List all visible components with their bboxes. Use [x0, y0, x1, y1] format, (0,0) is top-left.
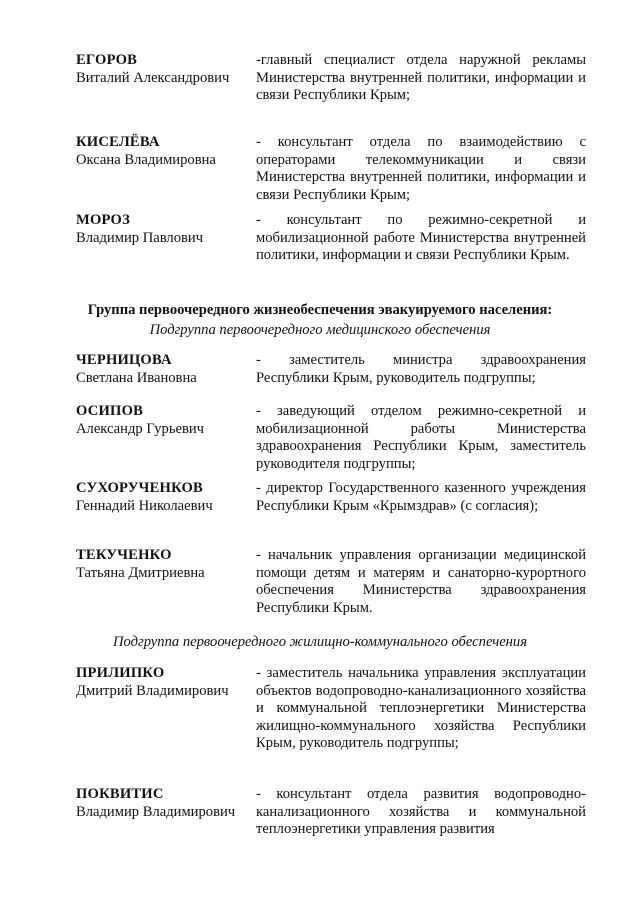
member-name	[76, 547, 254, 582]
member-description: - консультант отдела развития водопроводно-канализационного хозяйства и коммунальной теплоэнергетики управления развития	[256, 786, 586, 837]
member-description: -главный специалист отдела наружной рекламы Министерства внутренней политики, информации и связи Республики Крым;	[256, 52, 586, 103]
member-surname: ОСИПОВ	[76, 403, 144, 419]
member-given-name: Оксана Владимировна	[76, 151, 216, 168]
member-given-name: Светлана Ивановна	[76, 369, 197, 386]
member-name	[76, 212, 254, 247]
member-name	[76, 480, 254, 515]
member-given-name: Владимир Павлович	[76, 229, 204, 246]
member-given-name: Владимир Владимирович	[76, 803, 236, 820]
subgroup-heading-housing: Подгруппа первоочередного жилищно-коммунального обеспечения	[112, 634, 527, 650]
member-surname: КИСЕЛЁВА	[76, 134, 160, 150]
member-name	[76, 403, 254, 438]
member-surname: ЧЕРНИЦОВА	[76, 352, 172, 368]
member-name	[76, 352, 254, 387]
member-surname: МОРОЗ	[76, 212, 131, 228]
member-surname: ПРИЛИПКО	[76, 665, 165, 681]
member-description: - заместитель министра здравоохранения Республики Крым, руководитель подгруппы;	[256, 352, 586, 386]
member-surname: ПОКВИТИС	[76, 786, 164, 802]
member-given-name: Геннадий Николаевич	[76, 497, 213, 514]
member-description: - начальник управления организации медицинской помощи детям и матерям и санаторно-курортного обеспечения Министерства здравоохранения Республики Крым.	[256, 547, 586, 616]
member-given-name: Татьяна Дмитриевна	[76, 564, 205, 581]
member-description: - консультант по режимно-секретной и мобилизационной работе Министерства внутренней политики, информации и связи Республики Крым.	[256, 212, 586, 263]
member-given-name: Александр Гурьевич	[76, 420, 204, 437]
group-heading: Группа первоочередного жизнеобеспечения эвакуируемого населения:	[87, 302, 553, 318]
member-description: - заместитель начальника управления эксплуатации объектов водопроводно-канализационного хозяйства и коммунальной теплоэнергетики Министерства жилищно-коммунального хозяйства Республики Крым, руководитель подгруппы;	[256, 665, 586, 751]
member-name	[76, 134, 254, 169]
member-name	[76, 665, 254, 700]
member-description: - консультант отдела по взаимодействию с операторами телекоммуникации и связи Министерства внутренней политики, информации и связи Республики Крым;	[256, 134, 586, 203]
member-name	[76, 52, 254, 87]
member-surname: СУХОРУЧЕНКОВ	[76, 480, 203, 496]
member-description: - директор Государственного казенного учреждения Республики Крым «Крымздрав» (с согласия);	[256, 480, 586, 514]
member-given-name: Виталий Александрович	[76, 69, 230, 86]
member-surname: ТЕКУЧЕНКО	[76, 547, 172, 563]
subgroup-heading-medical: Подгруппа первоочередного медицинского обеспечения	[149, 322, 491, 338]
member-name	[76, 786, 254, 821]
member-surname: ЕГОРОВ	[76, 52, 138, 68]
member-description: - заведующий отделом режимно-секретной и мобилизационной работы Министерства здравоохранения Республики Крым, заместитель руководителя подгруппы;	[256, 403, 586, 472]
member-given-name: Дмитрий Владимирович	[76, 682, 229, 699]
